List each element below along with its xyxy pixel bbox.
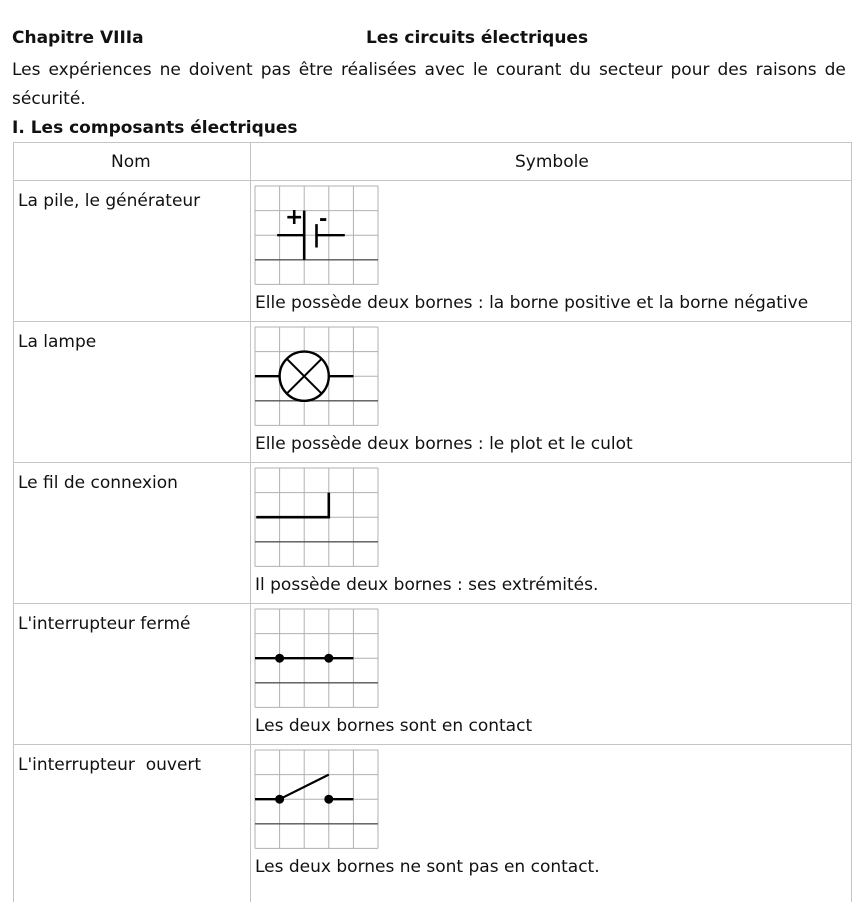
section-title: I. Les composants électriques xyxy=(12,118,298,138)
terminal-dot xyxy=(324,654,333,663)
battery-symbol xyxy=(254,185,379,287)
open-switch-symbol xyxy=(254,749,379,851)
grid-icon xyxy=(254,608,379,710)
symbol-caption: Les deux bornes sont en contact xyxy=(255,716,533,736)
symbol-caption: Elle possède deux bornes : le plot et le culot xyxy=(255,434,633,454)
terminal-dot xyxy=(275,654,284,663)
lamp-symbol xyxy=(254,326,379,428)
symbol-caption: Elle possède deux bornes : la borne positive et la borne négative xyxy=(255,293,809,313)
terminal-dot xyxy=(324,795,333,804)
page-title: Les circuits électriques xyxy=(366,28,589,48)
wire-line xyxy=(256,493,329,518)
components-table xyxy=(13,142,851,902)
terminal-dot xyxy=(275,795,284,804)
component-name: La lampe xyxy=(18,332,97,352)
chapter-label: Chapitre VIIIa xyxy=(12,28,144,48)
grid-icon xyxy=(254,326,379,428)
intro-line-1: Les expériences ne doivent pas être réalisées avec le courant du secteur pour des raisons de xyxy=(12,60,846,80)
component-name: L'interrupteur ouvert xyxy=(18,755,202,775)
component-name: L'interrupteur fermé xyxy=(18,614,191,634)
symbol-caption: Il possède deux bornes : ses extrémités. xyxy=(255,575,599,595)
column-header-symbol: Symbole xyxy=(515,152,589,172)
intro-line-2: sécurité. xyxy=(12,89,86,109)
component-name: La pile, le générateur xyxy=(18,191,201,211)
column-header-name: Nom xyxy=(111,152,151,172)
closed-switch-symbol xyxy=(254,608,379,710)
grid-icon xyxy=(254,749,379,851)
grid-icon xyxy=(254,467,379,569)
wire-symbol xyxy=(254,467,379,569)
plus-sign: + xyxy=(285,205,304,231)
minus-sign: - xyxy=(318,206,328,231)
symbol-caption: Les deux bornes ne sont pas en contact. xyxy=(255,857,600,877)
component-name: Le fil de connexion xyxy=(18,473,178,493)
grid-icon xyxy=(254,185,379,287)
